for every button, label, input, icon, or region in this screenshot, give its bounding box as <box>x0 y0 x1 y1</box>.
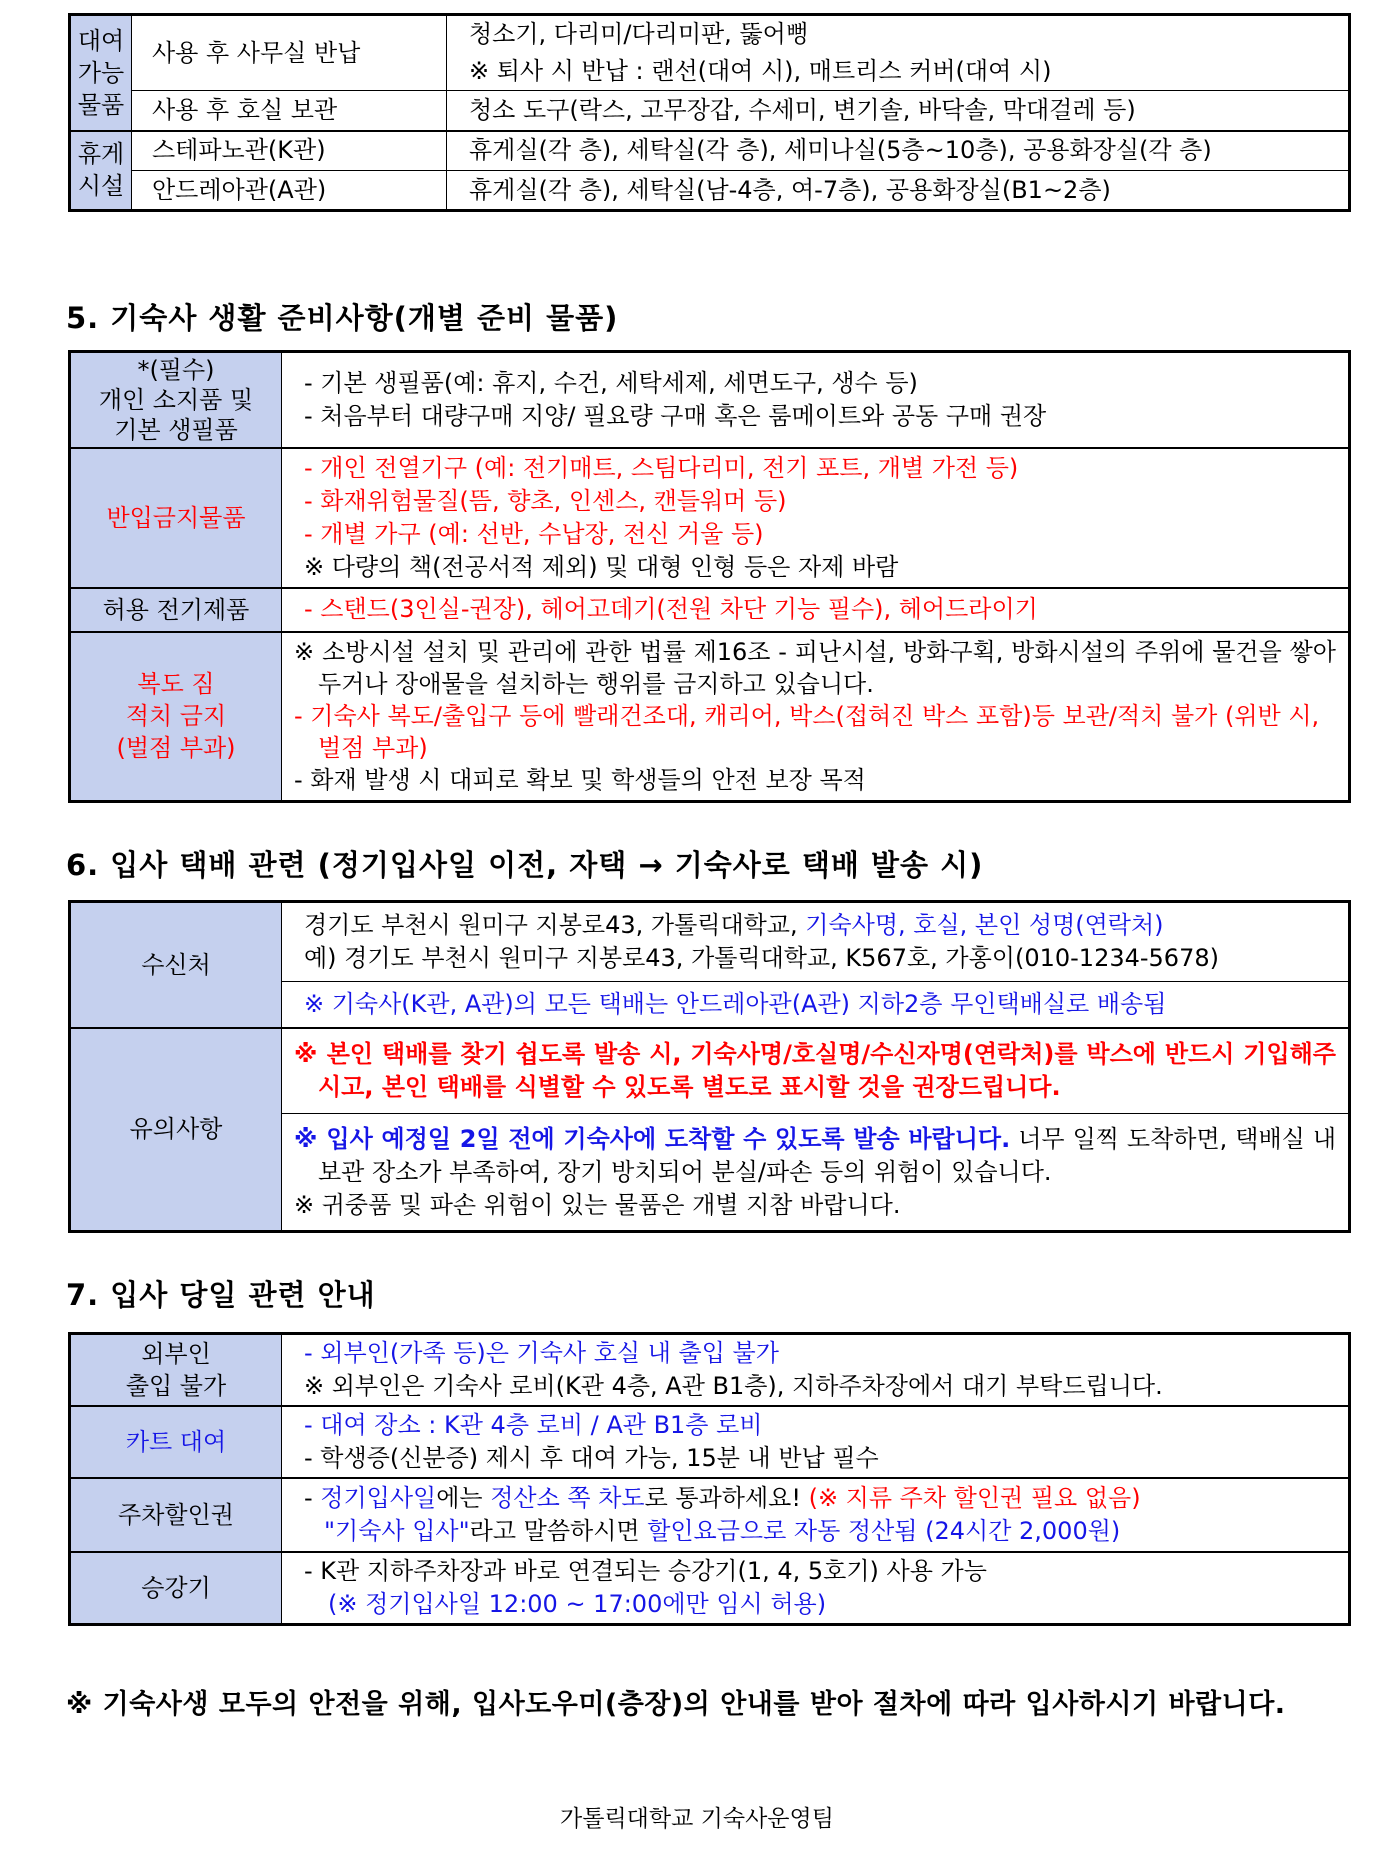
table-row <box>70 131 1350 171</box>
row-content <box>282 902 1350 982</box>
content-line: - 처음부터 대량구매 지양/ 필요량 구매 혹은 룸메이트와 공동 구매 권장 <box>304 401 1047 430</box>
text: 로 통과하세요! <box>644 1484 809 1512</box>
table-row <box>70 1478 1350 1552</box>
row-label: 스테파노관(K관) <box>132 131 447 171</box>
text: "기숙사 입사" <box>324 1517 470 1545</box>
section5-title: 5. 기숙사 생활 준비사항(개별 준비 물품) <box>66 301 619 335</box>
row-label: 사용 후 사무실 반납 <box>132 15 447 91</box>
table-row <box>70 352 1350 448</box>
row-content: ※ 기숙사(K관, A관)의 모든 택배는 안드레아관(A관) 지하2층 무인택배실로 배송됨 <box>282 982 1350 1028</box>
hallway-ban-header <box>70 632 282 802</box>
text: - <box>304 1484 321 1512</box>
content-line: (※ 정기입사일 12:00 ~ 17:00에만 임시 허용) <box>328 1590 827 1618</box>
header-line: 외부인 <box>141 1340 211 1368</box>
content-line: - K관 지하주차장과 바로 연결되는 승강기(1, 4, 5호기) 사용 가능 <box>304 1557 987 1585</box>
delivery-table <box>68 900 1351 1233</box>
text: 됨 (24시간 2,000원) <box>894 1517 1121 1545</box>
address-text: 경기도 부천시 원미구 지봉로43, 가톨릭대학교, <box>304 911 806 939</box>
content-line <box>294 1123 1336 1189</box>
header-line: (벌점 부과) <box>116 734 236 763</box>
text: 에는 <box>436 1484 491 1512</box>
caution-header: 유의사항 <box>70 1028 282 1232</box>
rental-items-header <box>70 15 132 131</box>
header-line: 적치 금지 <box>125 702 227 731</box>
table-row <box>70 588 1350 632</box>
receiver-header: 수신처 <box>70 902 282 1028</box>
content-line: ※ 외부인은 기숙사 로비(K관 4층, A관 B1층), 지하주차장에서 대기 부탁드립니다. <box>304 1372 1163 1400</box>
content-line: - 기숙사 복도/출입구 등에 빨래건조대, 캐리어, 박스(접혀진 박스 포함)등 보관/적치 불가 (위반 시, 벌점 부과) <box>294 702 1320 763</box>
row-label: 사용 후 호실 보관 <box>132 91 447 131</box>
safety-notice: ※ 기숙사생 모두의 안전을 위해, 입사도우미(층장)의 안내를 받아 절차에 따라 입사하시기 바랍니다. <box>66 1689 1286 1720</box>
content-line: ※ 본인 택배를 찾기 쉽도록 발송 시, 기숙사명/호실명/수신자명(연락처)를 박스에 반드시 기입해주시고, 본인 택배를 식별할 수 있도록 별도로 표시할 것을 권장드립니다. <box>294 1039 1336 1101</box>
table-row <box>70 448 1350 588</box>
header-line: 개인 소지품 및 <box>98 385 254 414</box>
header-line: *(필수) <box>137 355 215 384</box>
content-line: ※ 소방시설 설치 및 관리에 관한 법률 제16조 - 피난시설, 방화구획, 방화시설의 주위에 물건을 쌓아두거나 장애물을 설치하는 행위를 금지하고 있습니다. <box>294 638 1336 699</box>
row-content <box>447 15 1350 91</box>
allowed-electronics-header: 허용 전기제품 <box>70 588 282 632</box>
table-row <box>70 1028 1350 1114</box>
rental-facilities-table <box>68 13 1351 212</box>
content-line: ※ 다량의 책(전공서적 제외) 및 대형 인형 등은 자제 바람 <box>304 552 899 581</box>
row-content <box>282 1334 1350 1407</box>
row-content <box>282 448 1350 588</box>
row-content <box>282 1552 1350 1625</box>
caution-text: 너무 일찍 도착하면, 택배실 내 보관 장소가 부족하여, 장기 방치되어 분실/파손 등의 위험이 있습니다. <box>318 1124 1336 1186</box>
table-row <box>70 1334 1350 1407</box>
table-row <box>70 91 1350 131</box>
content-line: - 대여 장소 : K관 4층 로비 / A관 B1층 로비 <box>304 1411 763 1439</box>
footer-signature: 가톨릭대학교 기숙사운영팀 <box>560 1806 834 1832</box>
preparation-table <box>68 350 1351 803</box>
header-line: 기본 생필품 <box>114 415 238 444</box>
section6-title: 6. 입사 택배 관련 (정기입사일 이전, 자택 → 기숙사로 택배 발송 시) <box>66 848 984 882</box>
row-content <box>282 1406 1350 1478</box>
row-content <box>282 1478 1350 1552</box>
row-content <box>282 632 1350 802</box>
text: 라고 말씀하시면 <box>469 1517 648 1545</box>
rest-facilities-header <box>70 131 132 211</box>
outsider-header <box>70 1334 282 1407</box>
table-row <box>70 1406 1350 1478</box>
content-line: ※ 퇴사 시 반납 : 랜선(대여 시), 매트리스 커버(대여 시) <box>469 57 1052 85</box>
rental-items-header-text: 대여 가능 물품 <box>77 26 125 119</box>
address-highlight: 기숙사명, 호실, 본인 성명(연락처) <box>805 911 1164 939</box>
move-in-day-table <box>68 1332 1351 1626</box>
header-line: 복도 짐 <box>137 670 215 699</box>
text: (※ 지류 주차 할인권 필요 없음) <box>808 1484 1141 1512</box>
banned-items-header: 반입금지물품 <box>70 448 282 588</box>
table-row <box>70 171 1350 211</box>
content-line: - 학생증(신분증) 제시 후 대여 가능, 15분 내 반납 필수 <box>304 1444 879 1472</box>
row-content: - 스탠드(3인실-권장), 헤어고데기(전원 차단 기능 필수), 헤어드라이기 <box>282 588 1350 632</box>
table-row <box>70 15 1350 91</box>
parking-header: 주차할인권 <box>70 1478 282 1552</box>
table-row <box>70 1552 1350 1625</box>
text: 정기입사일 <box>320 1484 437 1512</box>
caution-highlight: ※ 입사 예정일 2일 전에 기숙사에 도착할 수 있도록 발송 바랍니다. <box>294 1124 1011 1153</box>
content-line <box>304 909 1336 942</box>
content-line <box>304 1482 1336 1515</box>
row-content <box>282 352 1350 448</box>
content-line: - 개별 가구 (예: 선반, 수납장, 전신 거울 등) <box>304 519 764 548</box>
section7-title: 7. 입사 당일 관련 안내 <box>66 1278 376 1312</box>
content-line: - 외부인(가족 등)은 기숙사 호실 내 출입 불가 <box>304 1339 779 1367</box>
text: 할인요금으로 자동 정산 <box>647 1517 895 1545</box>
content-line: - 화재 발생 시 대피로 확보 및 학생들의 안전 보장 목적 <box>294 766 866 795</box>
row-content: 휴게실(각 층), 세탁실(각 층), 세미나실(5층~10층), 공용화장실(각 층) <box>447 131 1350 171</box>
content-line: - 화재위험물질(뜸, 향초, 인센스, 캔들워머 등) <box>304 486 787 515</box>
content-line: - 개인 전열기구 (예: 전기매트, 스팀다리미, 전기 포트, 개별 가전 등) <box>304 453 1019 482</box>
content-line: ※ 귀중품 및 파손 위험이 있는 물품은 개별 지참 바랍니다. <box>294 1190 901 1219</box>
cart-rental-header: 카트 대여 <box>70 1406 282 1478</box>
row-content <box>282 1114 1350 1232</box>
personal-items-header <box>70 352 282 448</box>
table-row <box>70 902 1350 982</box>
rest-facilities-header-text: 휴게 시설 <box>77 140 125 201</box>
content-line: 청소기, 다리미/다리미판, 뚫어뻥 <box>469 20 809 48</box>
row-content <box>282 1028 1350 1114</box>
row-content: 휴게실(각 층), 세탁실(남-4층, 여-7층), 공용화장실(B1~2층) <box>447 171 1350 211</box>
content-line <box>304 1515 1336 1548</box>
row-content: 청소 도구(락스, 고무장갑, 수세미, 변기솔, 바닥솔, 막대걸레 등) <box>447 91 1350 131</box>
text: 정산소 쪽 차도 <box>490 1484 645 1512</box>
elevator-header: 승강기 <box>70 1552 282 1625</box>
table-row <box>70 632 1350 802</box>
row-label: 안드레아관(A관) <box>132 171 447 211</box>
content-line: - 기본 생필품(예: 휴지, 수건, 세탁세제, 세면도구, 생수 등) <box>304 368 918 397</box>
header-line: 출입 불가 <box>125 1372 227 1400</box>
content-line: 예) 경기도 부천시 원미구 지봉로43, 가톨릭대학교, K567호, 가홍이(010-1234-5678) <box>304 944 1219 972</box>
